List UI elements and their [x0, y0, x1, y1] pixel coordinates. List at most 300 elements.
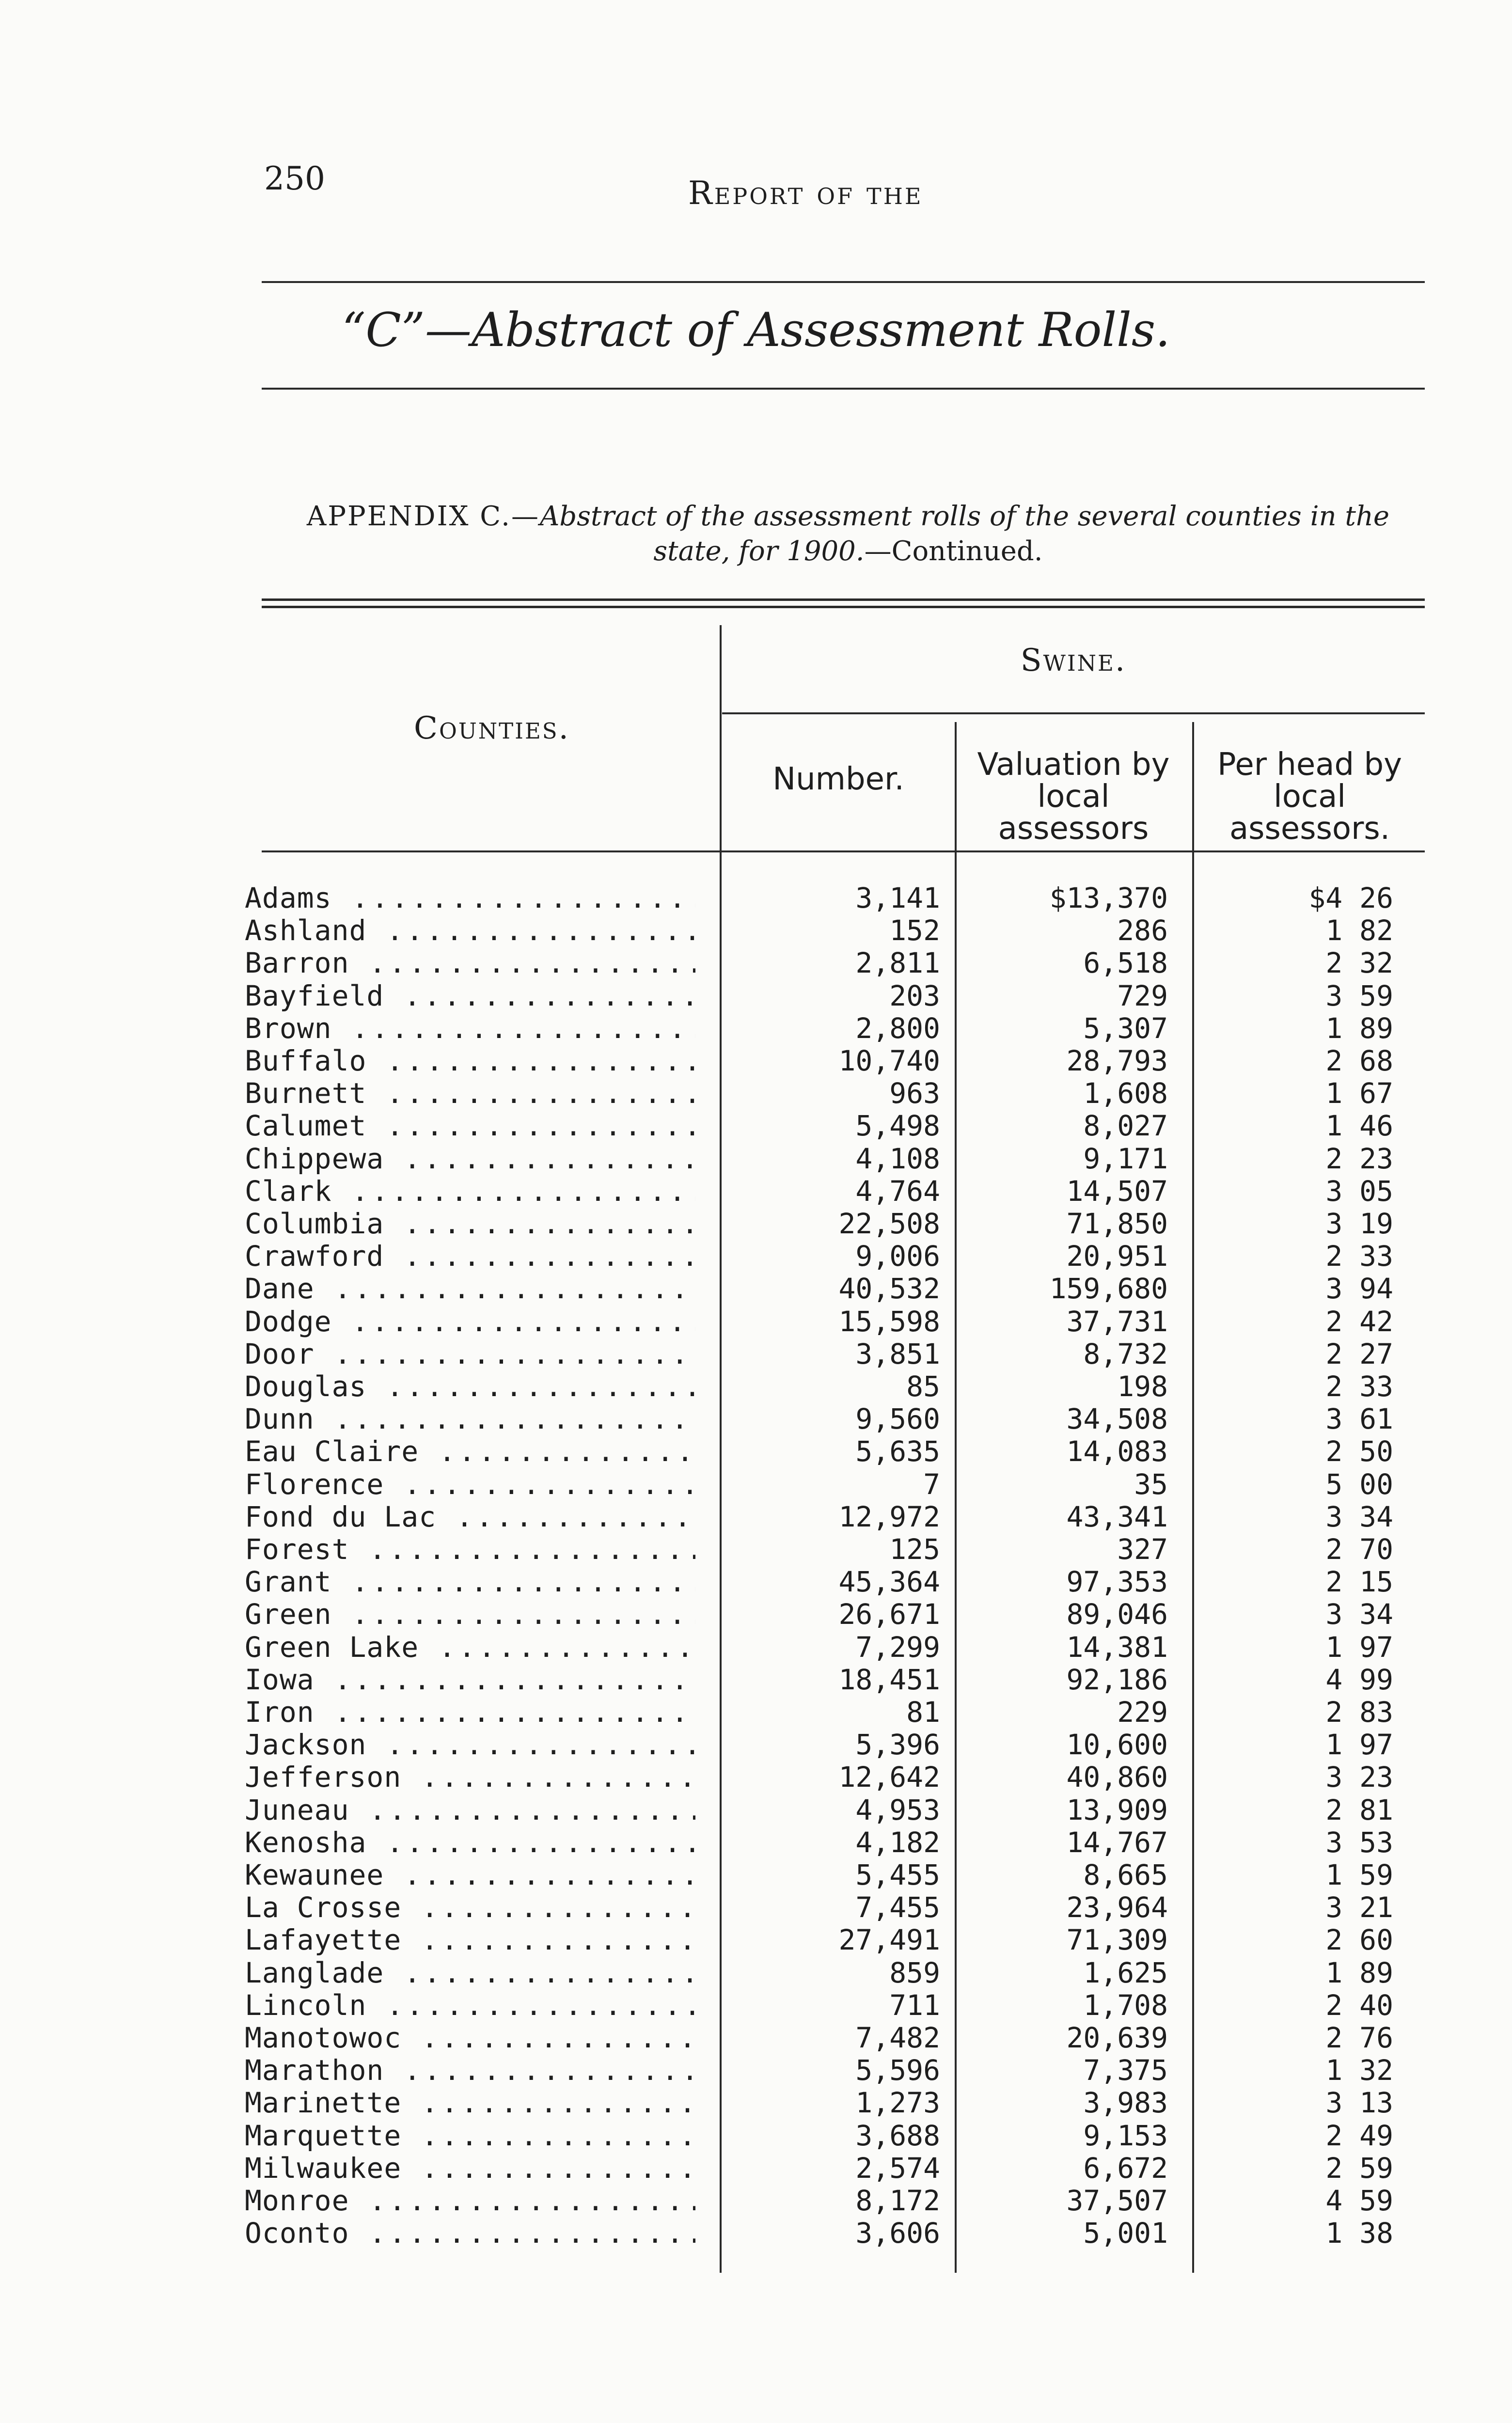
caption-italic: Abstract of the assessment rolls of the several counties in the state, for 1900. — [539, 501, 1390, 567]
per-head-cell: 1 38 — [1325, 2217, 1393, 2250]
table-row — [245, 914, 1408, 947]
leader-dots — [315, 1664, 695, 1696]
valuation-cell: 43,341 — [1066, 1500, 1168, 1533]
leader-dots — [384, 1859, 695, 1891]
county-name: Adams — [245, 882, 332, 914]
county-cell — [245, 2217, 695, 2250]
county-name: Juneau — [245, 1794, 349, 1826]
table-row — [245, 2120, 1408, 2152]
county-cell — [245, 1403, 695, 1435]
per-head-cell: 2 32 — [1325, 946, 1393, 980]
valuation-cell: 71,850 — [1066, 1207, 1168, 1240]
county-name: Dane — [245, 1273, 315, 1306]
number-cell: 5,396 — [855, 1728, 940, 1762]
per-head-cell: 2 76 — [1325, 2021, 1393, 2054]
table-row — [245, 1664, 1408, 1696]
leader-dots — [366, 1077, 695, 1110]
number-cell: 4,764 — [855, 1174, 940, 1208]
leader-dots — [366, 1729, 695, 1761]
county-name: Florence — [245, 1468, 384, 1501]
county-cell — [245, 1794, 695, 1826]
valuation-cell: 37,507 — [1066, 2184, 1168, 2217]
valuation-cell: 71,309 — [1066, 1923, 1168, 1957]
leader-dots — [315, 1273, 695, 1305]
valuation-cell: 1,608 — [1083, 1077, 1168, 1110]
county-cell — [245, 1175, 695, 1208]
leader-dots — [384, 980, 695, 1012]
county-cell — [245, 1501, 695, 1533]
county-cell — [245, 1077, 695, 1110]
valuation-cell: 92,186 — [1066, 1663, 1168, 1696]
table-row — [245, 1761, 1408, 1794]
per-head-cell: $4 26 — [1308, 881, 1393, 914]
table-row — [245, 1501, 1408, 1533]
table-row — [245, 1729, 1408, 1761]
number-cell: 5,635 — [855, 1435, 940, 1468]
county-cell — [245, 2022, 695, 2054]
leader-dots — [366, 1370, 695, 1403]
county-name: Jefferson — [245, 1761, 402, 1794]
per-head-cell: 3 34 — [1325, 1598, 1393, 1631]
leader-dots — [384, 1143, 695, 1175]
table-row — [245, 1859, 1408, 1891]
table-row — [245, 1208, 1408, 1240]
title-rule — [262, 388, 1425, 390]
county-cell — [245, 2152, 695, 2185]
county-cell — [245, 2054, 695, 2087]
running-header: Report of the — [688, 174, 923, 212]
number-cell: 3,688 — [855, 2119, 940, 2152]
county-name: Iron — [245, 1696, 315, 1729]
number-cell: 15,598 — [838, 1305, 940, 1338]
number-cell: 10,740 — [838, 1044, 940, 1077]
county-cell — [245, 1859, 695, 1891]
number-cell: 18,451 — [838, 1663, 940, 1696]
leader-dots — [315, 1403, 695, 1435]
valuation-cell: 286 — [1117, 914, 1168, 947]
table-row — [245, 1273, 1408, 1305]
valuation-cell: 40,860 — [1066, 1761, 1168, 1794]
per-head-cell: 2 60 — [1325, 1923, 1393, 1957]
top-rule — [262, 281, 1425, 283]
number-cell: 7,299 — [855, 1630, 940, 1664]
per-head-cell: 2 33 — [1325, 1240, 1393, 1273]
county-name: Douglas — [245, 1370, 367, 1403]
county-cell — [245, 1045, 695, 1077]
county-name: Calumet — [245, 1110, 367, 1143]
number-cell: 5,455 — [855, 1858, 940, 1891]
leader-dots — [384, 1208, 695, 1240]
county-cell — [245, 980, 695, 1012]
per-head-cell: 1 82 — [1325, 914, 1393, 947]
number-cell: 81 — [906, 1696, 940, 1729]
per-head-cell: 2 83 — [1325, 1696, 1393, 1729]
leader-dots — [315, 1696, 695, 1729]
leader-dots — [349, 1533, 695, 1566]
county-cell — [245, 1370, 695, 1403]
per-head-cell: 2 50 — [1325, 1435, 1393, 1468]
valuation-cell: 14,767 — [1066, 1825, 1168, 1859]
county-cell — [245, 1208, 695, 1240]
county-name: Columbia — [245, 1208, 384, 1240]
county-name: Marinette — [245, 2087, 402, 2120]
table-row — [245, 1631, 1408, 1664]
per-head-cell: 2 81 — [1325, 1793, 1393, 1826]
table-row — [245, 1045, 1408, 1077]
county-name: Door — [245, 1337, 315, 1370]
valuation-cell: 5,001 — [1083, 2217, 1168, 2250]
table-row — [245, 1403, 1408, 1435]
table-row — [245, 1012, 1408, 1045]
county-cell — [245, 1435, 695, 1468]
number-cell: 26,671 — [838, 1598, 940, 1631]
county-name: Milwaukee — [245, 2152, 402, 2185]
valuation-cell: 35 — [1134, 1467, 1168, 1501]
number-cell: 5,596 — [855, 2054, 940, 2087]
county-name: Forest — [245, 1533, 349, 1566]
valuation-cell: 5,307 — [1083, 1011, 1168, 1045]
leader-dots — [366, 1826, 695, 1859]
leader-dots — [366, 1110, 695, 1142]
leader-dots — [384, 2054, 695, 2087]
table-row — [245, 1957, 1408, 1989]
per-head-cell: 4 59 — [1325, 2184, 1393, 2217]
county-cell — [245, 2185, 695, 2217]
county-cell — [245, 1631, 695, 1664]
table-caption — [271, 499, 1425, 569]
county-cell — [245, 1957, 695, 1989]
number-cell: 1,273 — [855, 2086, 940, 2120]
number-cell: 859 — [889, 1956, 940, 1989]
county-name: Crawford — [245, 1240, 384, 1273]
valuation-cell: 1,625 — [1083, 1956, 1168, 1989]
number-cell: 2,811 — [855, 946, 940, 980]
number-cell: 40,532 — [838, 1272, 940, 1306]
valuation-cell: 10,600 — [1066, 1728, 1168, 1762]
leader-dots — [401, 1924, 695, 1956]
per-head-cell: 4 99 — [1325, 1663, 1393, 1696]
table-row — [245, 1826, 1408, 1859]
per-head-cell: 2 49 — [1325, 2119, 1393, 2152]
table-row — [245, 1891, 1408, 1924]
leader-dots — [401, 2120, 695, 2152]
county-name: Dodge — [245, 1305, 332, 1338]
county-name: Bayfield — [245, 979, 384, 1012]
leader-dots — [401, 2022, 695, 2054]
table-row — [245, 2185, 1408, 2217]
leader-dots — [332, 882, 695, 914]
table-row — [245, 2054, 1408, 2087]
per-head-cell: 3 05 — [1325, 1174, 1393, 1208]
county-cell — [245, 2120, 695, 2152]
table-row — [245, 1175, 1408, 1208]
number-cell: 85 — [906, 1370, 940, 1403]
county-name: Jackson — [245, 1729, 367, 1762]
per-head-cell: 2 27 — [1325, 1337, 1393, 1370]
county-cell — [245, 1240, 695, 1273]
county-name: La Crosse — [245, 1891, 402, 1924]
number-cell: 4,108 — [855, 1142, 940, 1175]
number-cell: 2,800 — [855, 1011, 940, 1045]
county-cell — [245, 1110, 695, 1142]
valuation-cell: $13,370 — [1049, 881, 1168, 914]
county-name: Green — [245, 1598, 332, 1631]
leader-dots — [349, 2217, 695, 2250]
table-row — [245, 1598, 1408, 1631]
county-name: Iowa — [245, 1663, 315, 1696]
county-name: Kewaunee — [245, 1859, 384, 1891]
leader-dots — [332, 1012, 695, 1045]
per-head-cell: 3 94 — [1325, 1272, 1393, 1306]
col-header-per-head: Per head by local assessors. — [1217, 747, 1402, 847]
table-row — [245, 980, 1408, 1012]
county-name: Buffalo — [245, 1045, 367, 1077]
per-head-cell: 1 32 — [1325, 2054, 1393, 2087]
county-name: Monroe — [245, 2185, 349, 2217]
county-name: Marathon — [245, 2054, 384, 2087]
per-head-cell: 5 00 — [1325, 1467, 1393, 1501]
leader-dots — [436, 1501, 695, 1533]
per-head-cell: 2 68 — [1325, 1044, 1393, 1077]
per-head-cell: 2 23 — [1325, 1142, 1393, 1175]
col-header-valuation: Valuation by local assessors — [977, 747, 1170, 847]
valuation-cell: 229 — [1117, 1696, 1168, 1729]
per-head-cell: 1 89 — [1325, 1956, 1393, 1989]
table-row — [245, 1110, 1408, 1142]
table-row — [245, 2087, 1408, 2119]
valuation-cell: 28,793 — [1066, 1044, 1168, 1077]
section-title: “C”—Abstract of Assessment Rolls. — [342, 303, 1170, 357]
number-cell: 45,364 — [838, 1565, 940, 1599]
valuation-cell: 6,672 — [1083, 2151, 1168, 2185]
leader-dots — [384, 1240, 695, 1273]
county-name: Clark — [245, 1175, 332, 1208]
valuation-cell: 34,508 — [1066, 1402, 1168, 1436]
number-cell: 711 — [889, 1988, 940, 2022]
county-cell — [245, 2087, 695, 2119]
number-cell: 12,642 — [838, 1761, 940, 1794]
valuation-cell: 14,381 — [1066, 1630, 1168, 1664]
per-head-cell: 1 97 — [1325, 1630, 1393, 1664]
valuation-cell: 159,680 — [1049, 1272, 1168, 1306]
table-row — [245, 1306, 1408, 1338]
county-name: Brown — [245, 1012, 332, 1045]
valuation-cell: 20,639 — [1066, 2021, 1168, 2054]
leader-dots — [384, 1468, 695, 1501]
table-row — [245, 947, 1408, 979]
table-row — [245, 1370, 1408, 1403]
table-row — [245, 882, 1408, 914]
county-name: Dunn — [245, 1403, 315, 1436]
county-name: Lafayette — [245, 1924, 402, 1957]
county-name: Langlade — [245, 1956, 384, 1989]
per-head-cell: 2 15 — [1325, 1565, 1393, 1599]
county-name: Marquette — [245, 2119, 402, 2152]
leader-dots — [401, 1761, 695, 1794]
county-cell — [245, 1598, 695, 1631]
swine-underline — [722, 712, 1425, 714]
county-name: Eau Claire — [245, 1435, 419, 1468]
leader-dots — [384, 1957, 695, 1989]
caption-lead: APPENDIX C.— — [306, 501, 540, 532]
table-row — [245, 1696, 1408, 1729]
per-head-cell: 2 59 — [1325, 2151, 1393, 2185]
valuation-cell: 8,027 — [1083, 1109, 1168, 1143]
county-cell — [245, 1306, 695, 1338]
valuation-cell: 20,951 — [1066, 1240, 1168, 1273]
caption-tail: —Continued. — [864, 535, 1043, 567]
table-row — [245, 1533, 1408, 1566]
table-top-rule-1 — [262, 598, 1425, 601]
county-cell — [245, 1533, 695, 1566]
valuation-cell: 8,665 — [1083, 1858, 1168, 1891]
number-cell: 203 — [889, 979, 940, 1012]
table-row — [245, 1924, 1408, 1956]
valuation-cell: 13,909 — [1066, 1793, 1168, 1826]
valuation-cell: 9,153 — [1083, 2119, 1168, 2152]
table-row — [245, 1077, 1408, 1110]
valuation-cell: 6,518 — [1083, 946, 1168, 980]
valuation-cell: 23,964 — [1066, 1891, 1168, 1924]
leader-dots — [401, 2087, 695, 2119]
leader-dots — [332, 1566, 695, 1598]
leader-dots — [349, 2185, 695, 2217]
number-cell: 152 — [889, 914, 940, 947]
valuation-cell: 1,708 — [1083, 1988, 1168, 2022]
number-cell: 7,482 — [855, 2021, 940, 2054]
number-cell: 963 — [889, 1077, 940, 1110]
county-name: Green Lake — [245, 1631, 419, 1664]
county-cell — [245, 1891, 695, 1924]
number-cell: 4,953 — [855, 1793, 940, 1826]
per-head-cell: 1 46 — [1325, 1109, 1393, 1143]
valuation-cell: 198 — [1117, 1370, 1168, 1403]
county-name: Manotowoc — [245, 2022, 402, 2054]
table-row — [245, 1566, 1408, 1598]
per-head-cell: 3 53 — [1325, 1825, 1393, 1859]
county-name: Ashland — [245, 914, 367, 947]
county-cell — [245, 1273, 695, 1305]
valuation-cell: 3,983 — [1083, 2086, 1168, 2120]
county-cell — [245, 1012, 695, 1045]
valuation-cell: 14,507 — [1066, 1174, 1168, 1208]
county-name: Fond du Lac — [245, 1500, 437, 1533]
county-cell — [245, 1989, 695, 2022]
per-head-cell: 3 19 — [1325, 1207, 1393, 1240]
number-cell: 22,508 — [838, 1207, 940, 1240]
number-cell: 9,006 — [855, 1240, 940, 1273]
per-head-cell: 3 61 — [1325, 1402, 1393, 1436]
valuation-cell: 89,046 — [1066, 1598, 1168, 1631]
number-cell: 27,491 — [838, 1923, 940, 1957]
county-name: Oconto — [245, 2217, 349, 2250]
county-name: Kenosha — [245, 1826, 367, 1859]
per-head-cell: 2 42 — [1325, 1305, 1393, 1338]
leader-dots — [366, 914, 695, 947]
table-row — [245, 1468, 1408, 1501]
leader-dots — [419, 1435, 695, 1468]
per-head-cell: 1 97 — [1325, 1728, 1393, 1762]
county-cell — [245, 1696, 695, 1729]
table-top-rule-2 — [262, 606, 1425, 608]
table-row — [245, 1989, 1408, 2022]
per-head-cell: 3 23 — [1325, 1761, 1393, 1794]
per-head-cell: 1 67 — [1325, 1077, 1393, 1110]
county-cell — [245, 1566, 695, 1598]
table-row — [245, 2152, 1408, 2185]
county-cell — [245, 1338, 695, 1370]
leader-dots — [332, 1175, 695, 1208]
valuation-cell: 327 — [1117, 1533, 1168, 1566]
leader-dots — [419, 1631, 695, 1664]
header-bottom-rule — [262, 850, 1425, 852]
per-head-cell: 3 13 — [1325, 2086, 1393, 2120]
table-row — [245, 1794, 1408, 1826]
number-cell: 2,574 — [855, 2151, 940, 2185]
valuation-cell: 7,375 — [1083, 2054, 1168, 2087]
county-cell — [245, 1761, 695, 1794]
number-cell: 125 — [889, 1533, 940, 1566]
table-row — [245, 1143, 1408, 1175]
county-cell — [245, 914, 695, 947]
county-cell — [245, 1143, 695, 1175]
leader-dots — [349, 947, 695, 979]
valuation-cell: 8,732 — [1083, 1337, 1168, 1370]
per-head-cell: 2 33 — [1325, 1370, 1393, 1403]
county-name: Chippewa — [245, 1142, 384, 1175]
county-name: Barron — [245, 947, 349, 980]
number-cell: 7 — [923, 1467, 940, 1501]
leader-dots — [366, 1045, 695, 1077]
county-cell — [245, 1924, 695, 1956]
county-cell — [245, 1468, 695, 1501]
table-row — [245, 1435, 1408, 1468]
county-cell — [245, 1826, 695, 1859]
table-row — [245, 2022, 1408, 2054]
leader-dots — [332, 1306, 695, 1338]
county-name: Burnett — [245, 1077, 367, 1110]
number-cell: 7,455 — [855, 1891, 940, 1924]
valuation-cell: 729 — [1117, 979, 1168, 1012]
per-head-cell: 1 59 — [1325, 1858, 1393, 1891]
table-row — [245, 1240, 1408, 1273]
per-head-cell: 3 21 — [1325, 1891, 1393, 1924]
per-head-cell: 1 89 — [1325, 1011, 1393, 1045]
number-cell: 5,498 — [855, 1109, 940, 1143]
valuation-cell: 97,353 — [1066, 1565, 1168, 1599]
per-head-cell: 2 70 — [1325, 1533, 1393, 1566]
valuation-cell: 14,083 — [1066, 1435, 1168, 1468]
col-header-number: Number. — [772, 761, 904, 797]
number-cell: 3,851 — [855, 1337, 940, 1370]
county-name: Lincoln — [245, 1989, 367, 2022]
per-head-cell: 2 40 — [1325, 1988, 1393, 2022]
page-number: 250 — [264, 160, 325, 197]
per-head-cell: 3 59 — [1325, 979, 1393, 1012]
valuation-cell: 37,731 — [1066, 1305, 1168, 1338]
number-cell: 8,172 — [855, 2184, 940, 2217]
col-header-swine: Swine. — [1020, 643, 1127, 678]
col-header-counties: Counties. — [414, 710, 570, 746]
leader-dots — [349, 1794, 695, 1826]
county-cell — [245, 882, 695, 914]
number-cell: 3,141 — [855, 881, 940, 914]
county-name: Grant — [245, 1566, 332, 1599]
per-head-cell: 3 34 — [1325, 1500, 1393, 1533]
county-cell — [245, 1729, 695, 1761]
number-cell: 12,972 — [838, 1500, 940, 1533]
number-cell: 4,182 — [855, 1825, 940, 1859]
